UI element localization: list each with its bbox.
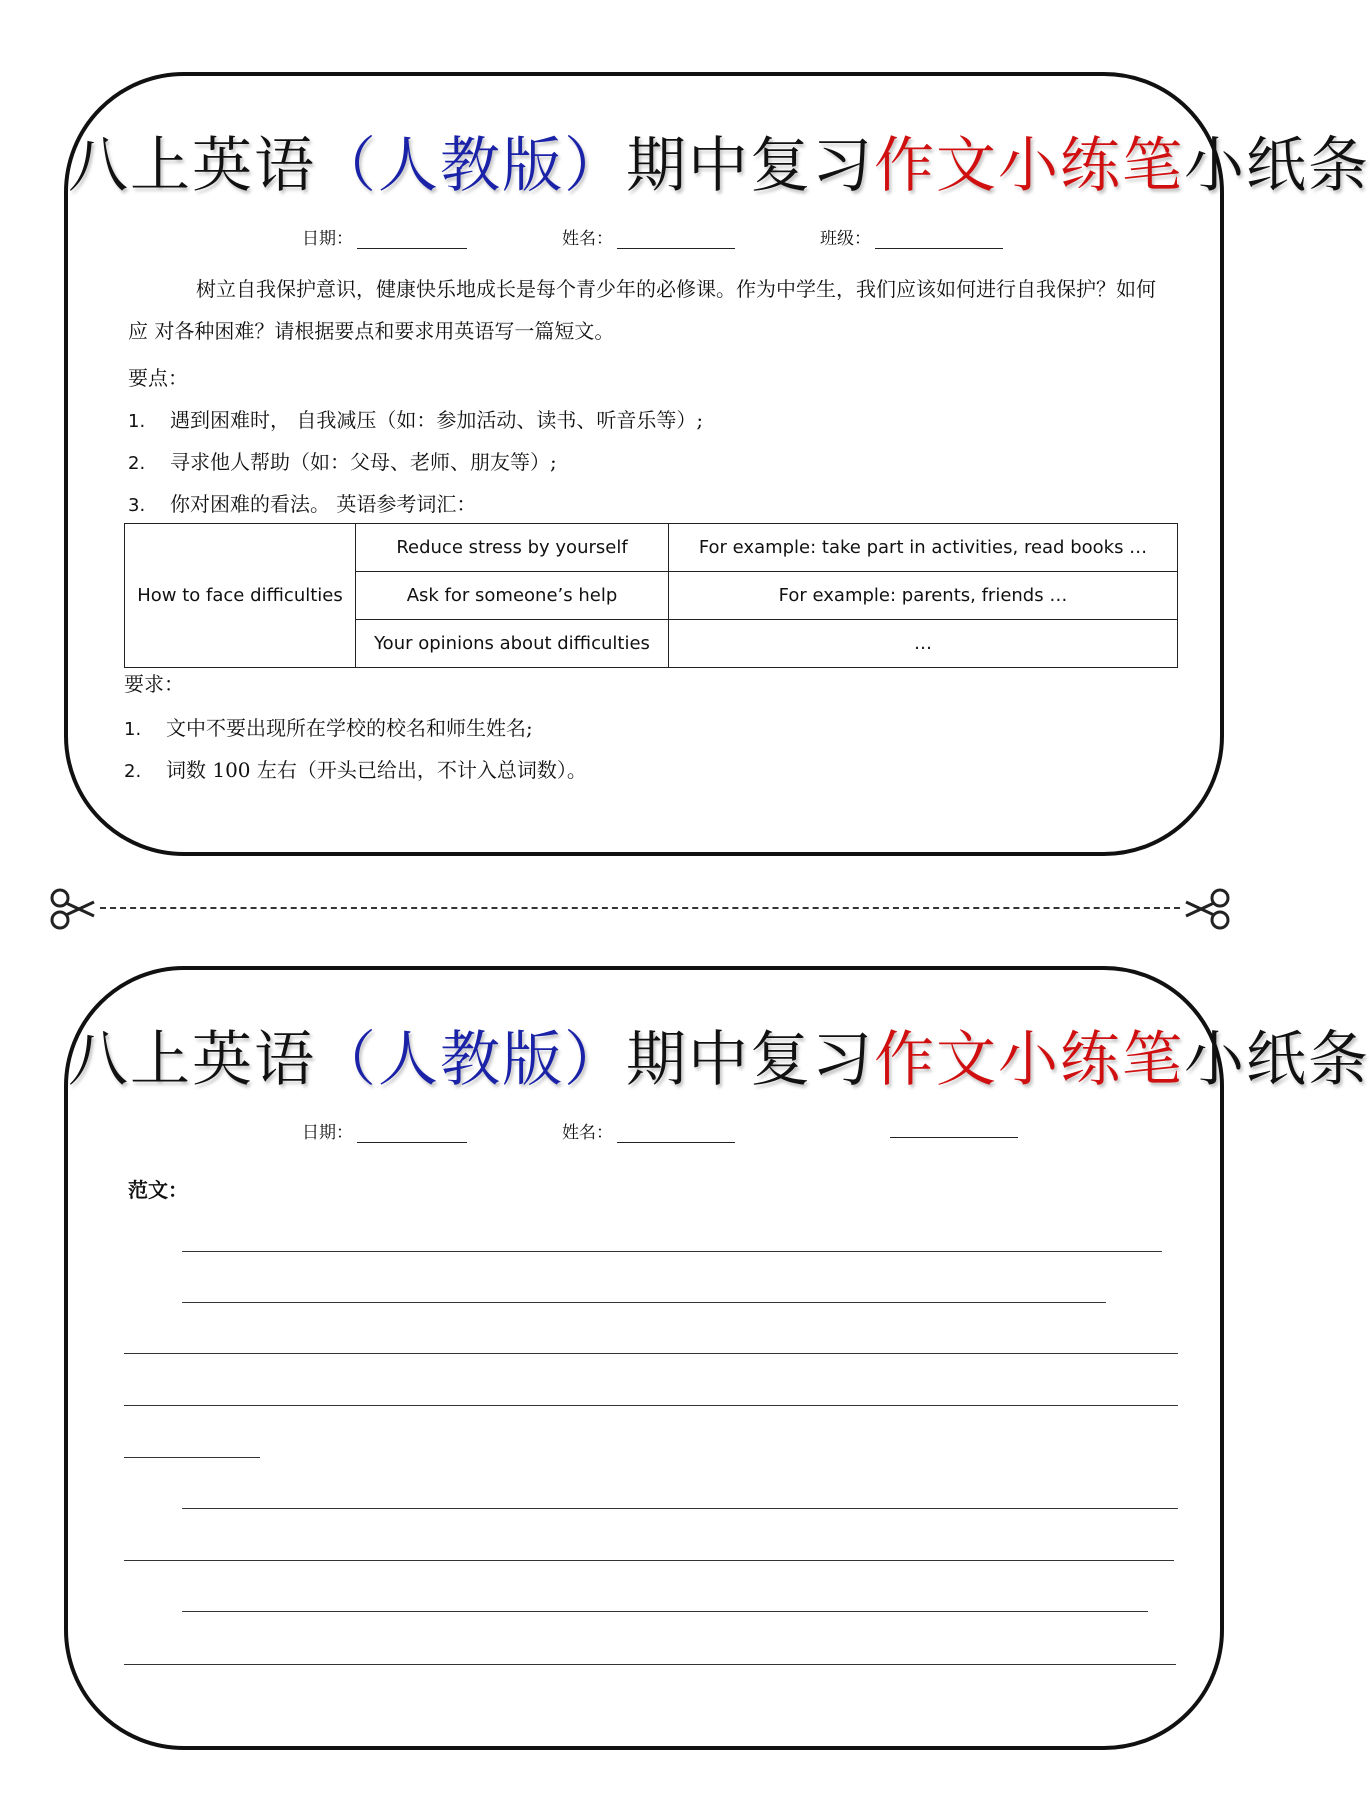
name-blank[interactable] [617, 1124, 735, 1143]
title-highlight: 作文小练笔 [874, 1025, 1184, 1095]
prompt-text: 树立自我保护意识，健康快乐地成长是每个青少年的必修课。作为中学生，我们应该如何进行自我保护？如何应 对各种困难？请根据要点和要求用英语写一篇短文。 [128, 277, 1156, 343]
point-item-1 [128, 404, 703, 433]
writing-line[interactable] [124, 1664, 1176, 1665]
date-field [302, 1118, 467, 1143]
requirement-number: 2. [124, 761, 142, 782]
class-blank[interactable] [875, 230, 1003, 249]
vocab-table [124, 523, 1178, 668]
class-blank[interactable] [890, 1119, 1018, 1138]
info-row [68, 216, 1220, 256]
point-item-2 [128, 446, 557, 475]
writing-line[interactable] [182, 1611, 1148, 1612]
scissors-icon [48, 884, 98, 934]
point-number: 3. [128, 495, 146, 516]
requirement-item-2 [124, 754, 587, 783]
point-number: 1. [128, 411, 146, 432]
date-blank[interactable] [357, 1124, 467, 1143]
requirement-number: 1. [124, 719, 142, 740]
bottom-note-card [64, 966, 1370, 1750]
vocab-item-cell: Ask for someone’s help [356, 572, 669, 620]
title-edition: （人教版） [316, 1025, 626, 1095]
cut-line [100, 907, 1180, 909]
requirement-text: 词数 100 左右（开头已给出，不计入总词数）。 [166, 758, 587, 782]
requirement-item-1 [124, 712, 533, 741]
class-label: 班级： [820, 229, 871, 249]
title-edition: （人教版） [316, 131, 626, 201]
date-label: 日期： [302, 1123, 353, 1143]
vocab-item-cell: Your opinions about difficulties [356, 620, 669, 668]
points-heading: 要点： [128, 366, 188, 390]
writing-line[interactable] [182, 1251, 1162, 1252]
writing-line[interactable] [182, 1302, 1106, 1303]
point-text: 你对困难的看法。 英语参考词汇： [170, 492, 477, 516]
writing-line[interactable] [124, 1353, 1178, 1354]
date-label: 日期： [302, 229, 353, 249]
title-part-3: 期中复习 [626, 1025, 874, 1095]
vocab-topic-cell: How to face difficulties [125, 524, 356, 668]
date-blank[interactable] [357, 230, 467, 249]
writing-line[interactable] [124, 1457, 260, 1458]
point-item-3 [128, 488, 476, 517]
title-part-1: 八上英语 [68, 131, 316, 201]
name-label: 姓名： [562, 1123, 613, 1143]
class-field [820, 224, 1003, 249]
title-part-5: 小纸条 [1184, 131, 1370, 201]
vocab-item-cell: Reduce stress by yourself [356, 524, 669, 572]
point-number: 2. [128, 453, 146, 474]
class-field [886, 1118, 1018, 1138]
title-part-1: 八上英语 [68, 1025, 316, 1095]
name-blank[interactable] [617, 230, 735, 249]
name-field [562, 224, 735, 249]
writing-line[interactable] [124, 1560, 1174, 1561]
requirements-heading: 要求： [124, 672, 184, 696]
point-text: 遇到困难时， 自我减压（如：参加活动、读书、听音乐等）; [170, 408, 704, 432]
title-highlight: 作文小练笔 [874, 131, 1184, 201]
vocab-example-cell: For example: parents, friends … [669, 572, 1178, 620]
name-label: 姓名： [562, 229, 613, 249]
name-field [562, 1118, 735, 1143]
writing-line[interactable] [182, 1508, 1178, 1509]
writing-line[interactable] [124, 1405, 1178, 1406]
title-part-5: 小纸条 [1184, 1025, 1370, 1095]
info-row [68, 1110, 1220, 1150]
date-field [302, 224, 467, 249]
vocab-example-cell: … [669, 620, 1178, 668]
vocab-example-cell: For example: take part in activities, read books … [669, 524, 1178, 572]
worksheet-title [68, 1020, 1370, 1100]
sample-heading: 范文： [128, 1178, 188, 1202]
point-text: 寻求他人帮助（如：父母、老师、朋友等）; [170, 450, 557, 474]
scissors-icon [1182, 884, 1232, 934]
title-part-3: 期中复习 [626, 131, 874, 201]
worksheet-title [68, 126, 1370, 206]
requirement-text: 文中不要出现所在学校的校名和师生姓名; [166, 716, 533, 740]
